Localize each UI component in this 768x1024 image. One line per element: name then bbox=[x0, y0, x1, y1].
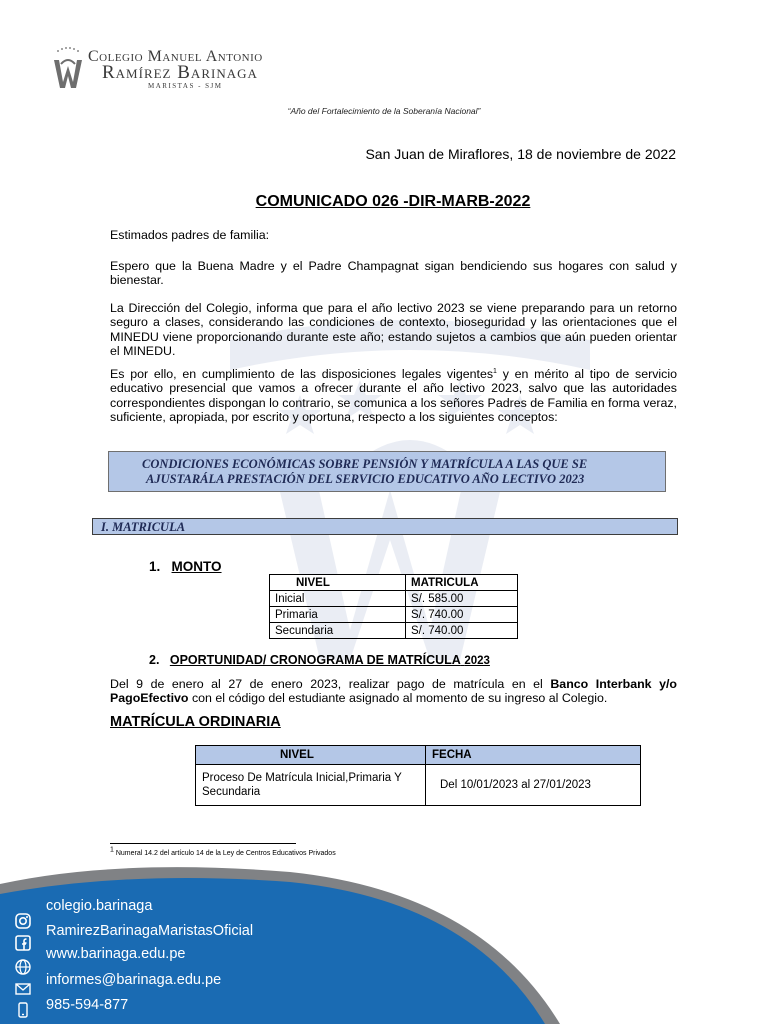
footnote-divider bbox=[110, 843, 296, 844]
logo-line-3: MARISTAS - SJM bbox=[148, 82, 223, 90]
cell-nivel: Secundaria bbox=[270, 623, 406, 639]
footnote-text: Numeral 14.2 del artículo 14 de la Ley de Centros Educativos Privados bbox=[113, 850, 336, 857]
cell-nivel: Inicial bbox=[270, 591, 406, 607]
footnote bbox=[110, 846, 336, 857]
conditions-line-2: AJUSTARÁLA PRESTACIÓN DEL SERVICIO EDUCATIVO AÑO LECTIVO 2023 bbox=[146, 472, 585, 486]
mail-icon[interactable] bbox=[14, 980, 32, 998]
oportunidad-heading bbox=[149, 653, 490, 667]
instagram-handle[interactable]: colegio.barinaga bbox=[46, 898, 153, 914]
footnote-ref: 1 bbox=[493, 367, 497, 375]
cell-nivel: Primaria bbox=[270, 607, 406, 623]
paragraph-direction: La Dirección del Colegio, informa que para el año lectivo 2023 se viene preparando para un retorno seguro a clases, considerando las condiciones de contexto, bioseguridad y las orientaciones que el MINEDU viene proporcionando durante este año; estando sujetos a cambios que aún pueden orientar el MINEDU. bbox=[110, 301, 677, 359]
cell-fecha: Del 10/01/2023 al 27/01/2023 bbox=[426, 765, 641, 806]
table-header-row bbox=[196, 746, 641, 765]
fee-table bbox=[269, 574, 518, 639]
footnote-mark: 1 bbox=[110, 846, 114, 854]
header-nivel: NIVEL bbox=[196, 746, 426, 765]
greeting: Estimados padres de familia: bbox=[110, 228, 270, 242]
header-fecha: FECHA bbox=[426, 746, 641, 765]
cell-matricula: S/. 585.00 bbox=[406, 591, 518, 607]
payment-text-b: con el código del estudiante asignado al momento de su ingreso al Colegio. bbox=[188, 691, 608, 706]
school-logo bbox=[50, 44, 300, 94]
paragraph-legal bbox=[110, 367, 677, 425]
section-matricula-bar bbox=[92, 518, 678, 535]
logo-line-2: Ramírez Barinaga bbox=[102, 62, 258, 83]
cell-proceso: Proceso De Matrícula Inicial,Primaria Y Secundaria bbox=[196, 765, 426, 806]
header-matricula: MATRICULA bbox=[406, 575, 518, 591]
oportunidad-number: 2. bbox=[149, 653, 160, 667]
globe-icon[interactable] bbox=[14, 958, 32, 976]
cell-matricula: S/. 740.00 bbox=[406, 607, 518, 623]
ordinaria-heading: MATRÍCULA ORDINARIA bbox=[110, 714, 281, 730]
table-row bbox=[270, 623, 518, 639]
footer-contact-band bbox=[0, 862, 768, 1024]
year-motto: “Año del Fortalecimiento de la Soberanía Nacional” bbox=[287, 106, 481, 116]
table-row bbox=[270, 607, 518, 623]
logo-line-1: Colegio Manuel Antonio bbox=[88, 48, 263, 65]
document-title: COMUNICADO 026 -DIR-MARB-2022 bbox=[255, 193, 531, 210]
table-row bbox=[196, 765, 641, 806]
monto-heading bbox=[149, 559, 222, 574]
date-line: San Juan de Miraflores, 18 de noviembre de 2022 bbox=[365, 146, 676, 162]
instagram-icon[interactable] bbox=[14, 912, 32, 930]
monogram-icon bbox=[50, 46, 86, 90]
legal-text-start: Es por ello, en cumplimiento de las disposiciones legales vigentes bbox=[110, 367, 494, 381]
legal-text-end: y en mérito al tipo de servicio educativo presencial que vamos a ofrecer durante el año lectivo 2023, salvo que las autoridades correspondientes dispongan lo contrario, se comunica a los señores Padres de Familia en forma veraz, suficiente, apropiada, por escrito y oportuna, respecto a los siguientes conceptos: bbox=[110, 367, 678, 425]
cell-matricula: S/. 740.00 bbox=[406, 623, 518, 639]
phone-number[interactable]: 985-594-877 bbox=[46, 997, 129, 1013]
paragraph-blessing: Espero que la Buena Madre y el Padre Champagnat sigan bendiciendo sus hogares con salud y bienestar. bbox=[110, 259, 677, 288]
facebook-page[interactable]: RamirezBarinagaMaristasOficial bbox=[46, 923, 254, 939]
conditions-line-1: CONDICIONES ECONÓMICAS SOBRE PENSIÓN Y MATRÍCULA A LAS QUE SE bbox=[142, 457, 588, 471]
facebook-icon[interactable] bbox=[14, 934, 32, 952]
payment-text-a: Del 9 de enero al 27 de enero 2023, realizar pago de matrícula en el bbox=[110, 677, 551, 691]
monto-label: MONTO bbox=[171, 559, 222, 574]
conditions-banner bbox=[108, 451, 666, 492]
header-nivel: NIVEL bbox=[270, 575, 406, 591]
paragraph-payment bbox=[110, 677, 677, 706]
table-row bbox=[270, 591, 518, 607]
phone-icon[interactable] bbox=[14, 1001, 32, 1019]
oportunidad-year: 2023 bbox=[464, 655, 490, 667]
website-link[interactable]: www.barinaga.edu.pe bbox=[46, 946, 186, 962]
monto-number: 1. bbox=[149, 559, 161, 574]
table-header-row bbox=[270, 575, 518, 591]
email-link[interactable]: informes@barinaga.edu.pe bbox=[46, 972, 222, 988]
oportunidad-label: OPORTUNIDAD/ CRONOGRAMA DE MATRÍCULA bbox=[169, 653, 461, 667]
conditions-text bbox=[142, 457, 662, 487]
schedule-table bbox=[195, 745, 641, 806]
section-matricula-title: I. MATRICULA bbox=[101, 520, 186, 534]
payment-bank: Banco Interbank y/o PagoEfectivo bbox=[110, 677, 677, 706]
